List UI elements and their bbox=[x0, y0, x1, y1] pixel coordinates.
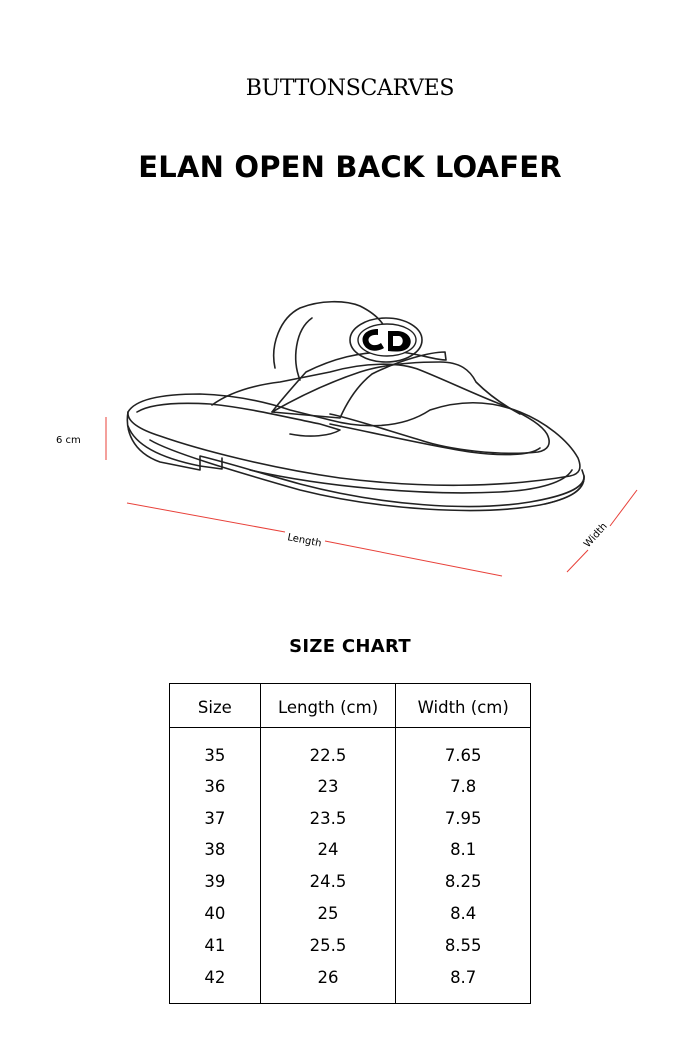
header-length: Length (cm) bbox=[260, 684, 396, 728]
cell-length: 22.5 bbox=[260, 728, 396, 771]
table-row bbox=[170, 728, 531, 771]
cell-width: 8.1 bbox=[396, 834, 531, 866]
cell-size: 37 bbox=[204, 808, 226, 828]
cell-width: 7.65 bbox=[396, 728, 531, 771]
cell-width: 8.7 bbox=[396, 961, 531, 1003]
cell-length: 25 bbox=[260, 898, 396, 930]
vamp-stitch bbox=[330, 424, 540, 455]
cell-width: 8.55 bbox=[396, 929, 531, 961]
cell-size: 38 bbox=[204, 840, 226, 860]
cell-size: 35 bbox=[204, 745, 226, 765]
cell-length: 26 bbox=[260, 961, 396, 1003]
cell-size: 36 bbox=[204, 776, 226, 796]
cell-length: 24 bbox=[260, 834, 396, 866]
header-width: Width (cm) bbox=[396, 684, 531, 728]
table-row bbox=[170, 866, 531, 898]
size-chart-title: SIZE CHART bbox=[289, 636, 411, 657]
length-label: Length bbox=[286, 532, 323, 550]
table-row bbox=[170, 961, 531, 1003]
cell-size: 42 bbox=[204, 967, 226, 987]
sole-edge bbox=[150, 440, 584, 510]
table-row bbox=[170, 802, 531, 834]
cell-width: 8.25 bbox=[396, 866, 531, 898]
table-row bbox=[170, 834, 531, 866]
length-guide-right bbox=[325, 541, 502, 576]
width-guide-bottom bbox=[567, 550, 588, 572]
vamp bbox=[212, 364, 549, 453]
cell-size: 39 bbox=[204, 872, 226, 892]
brand-logo: BUTTONSCARVES bbox=[245, 76, 455, 101]
height-label: 6 cm bbox=[56, 435, 81, 446]
table-header-row bbox=[170, 684, 531, 728]
cell-length: 23 bbox=[260, 771, 396, 803]
cell-width: 7.8 bbox=[396, 771, 531, 803]
cell-width: 8.4 bbox=[396, 898, 531, 930]
shoe-body bbox=[128, 394, 580, 485]
length-guide-left bbox=[127, 503, 285, 532]
cell-length: 24.5 bbox=[260, 866, 396, 898]
header-size: Size bbox=[170, 684, 261, 728]
size-chart-table bbox=[169, 683, 531, 1004]
cell-length: 23.5 bbox=[260, 802, 396, 834]
cell-size: 41 bbox=[204, 935, 226, 955]
loafer-illustration bbox=[0, 280, 700, 600]
cell-width: 7.95 bbox=[396, 802, 531, 834]
table-row bbox=[170, 929, 531, 961]
width-label: Width bbox=[582, 521, 610, 551]
width-guide-top bbox=[610, 490, 637, 526]
cell-length: 25.5 bbox=[260, 929, 396, 961]
product-title: ELAN OPEN BACK LOAFER bbox=[138, 150, 562, 184]
cd-monogram-icon bbox=[350, 318, 422, 362]
table-row bbox=[170, 771, 531, 803]
topline-inner bbox=[137, 403, 340, 436]
table-row bbox=[170, 898, 531, 930]
cell-size: 40 bbox=[204, 904, 226, 924]
